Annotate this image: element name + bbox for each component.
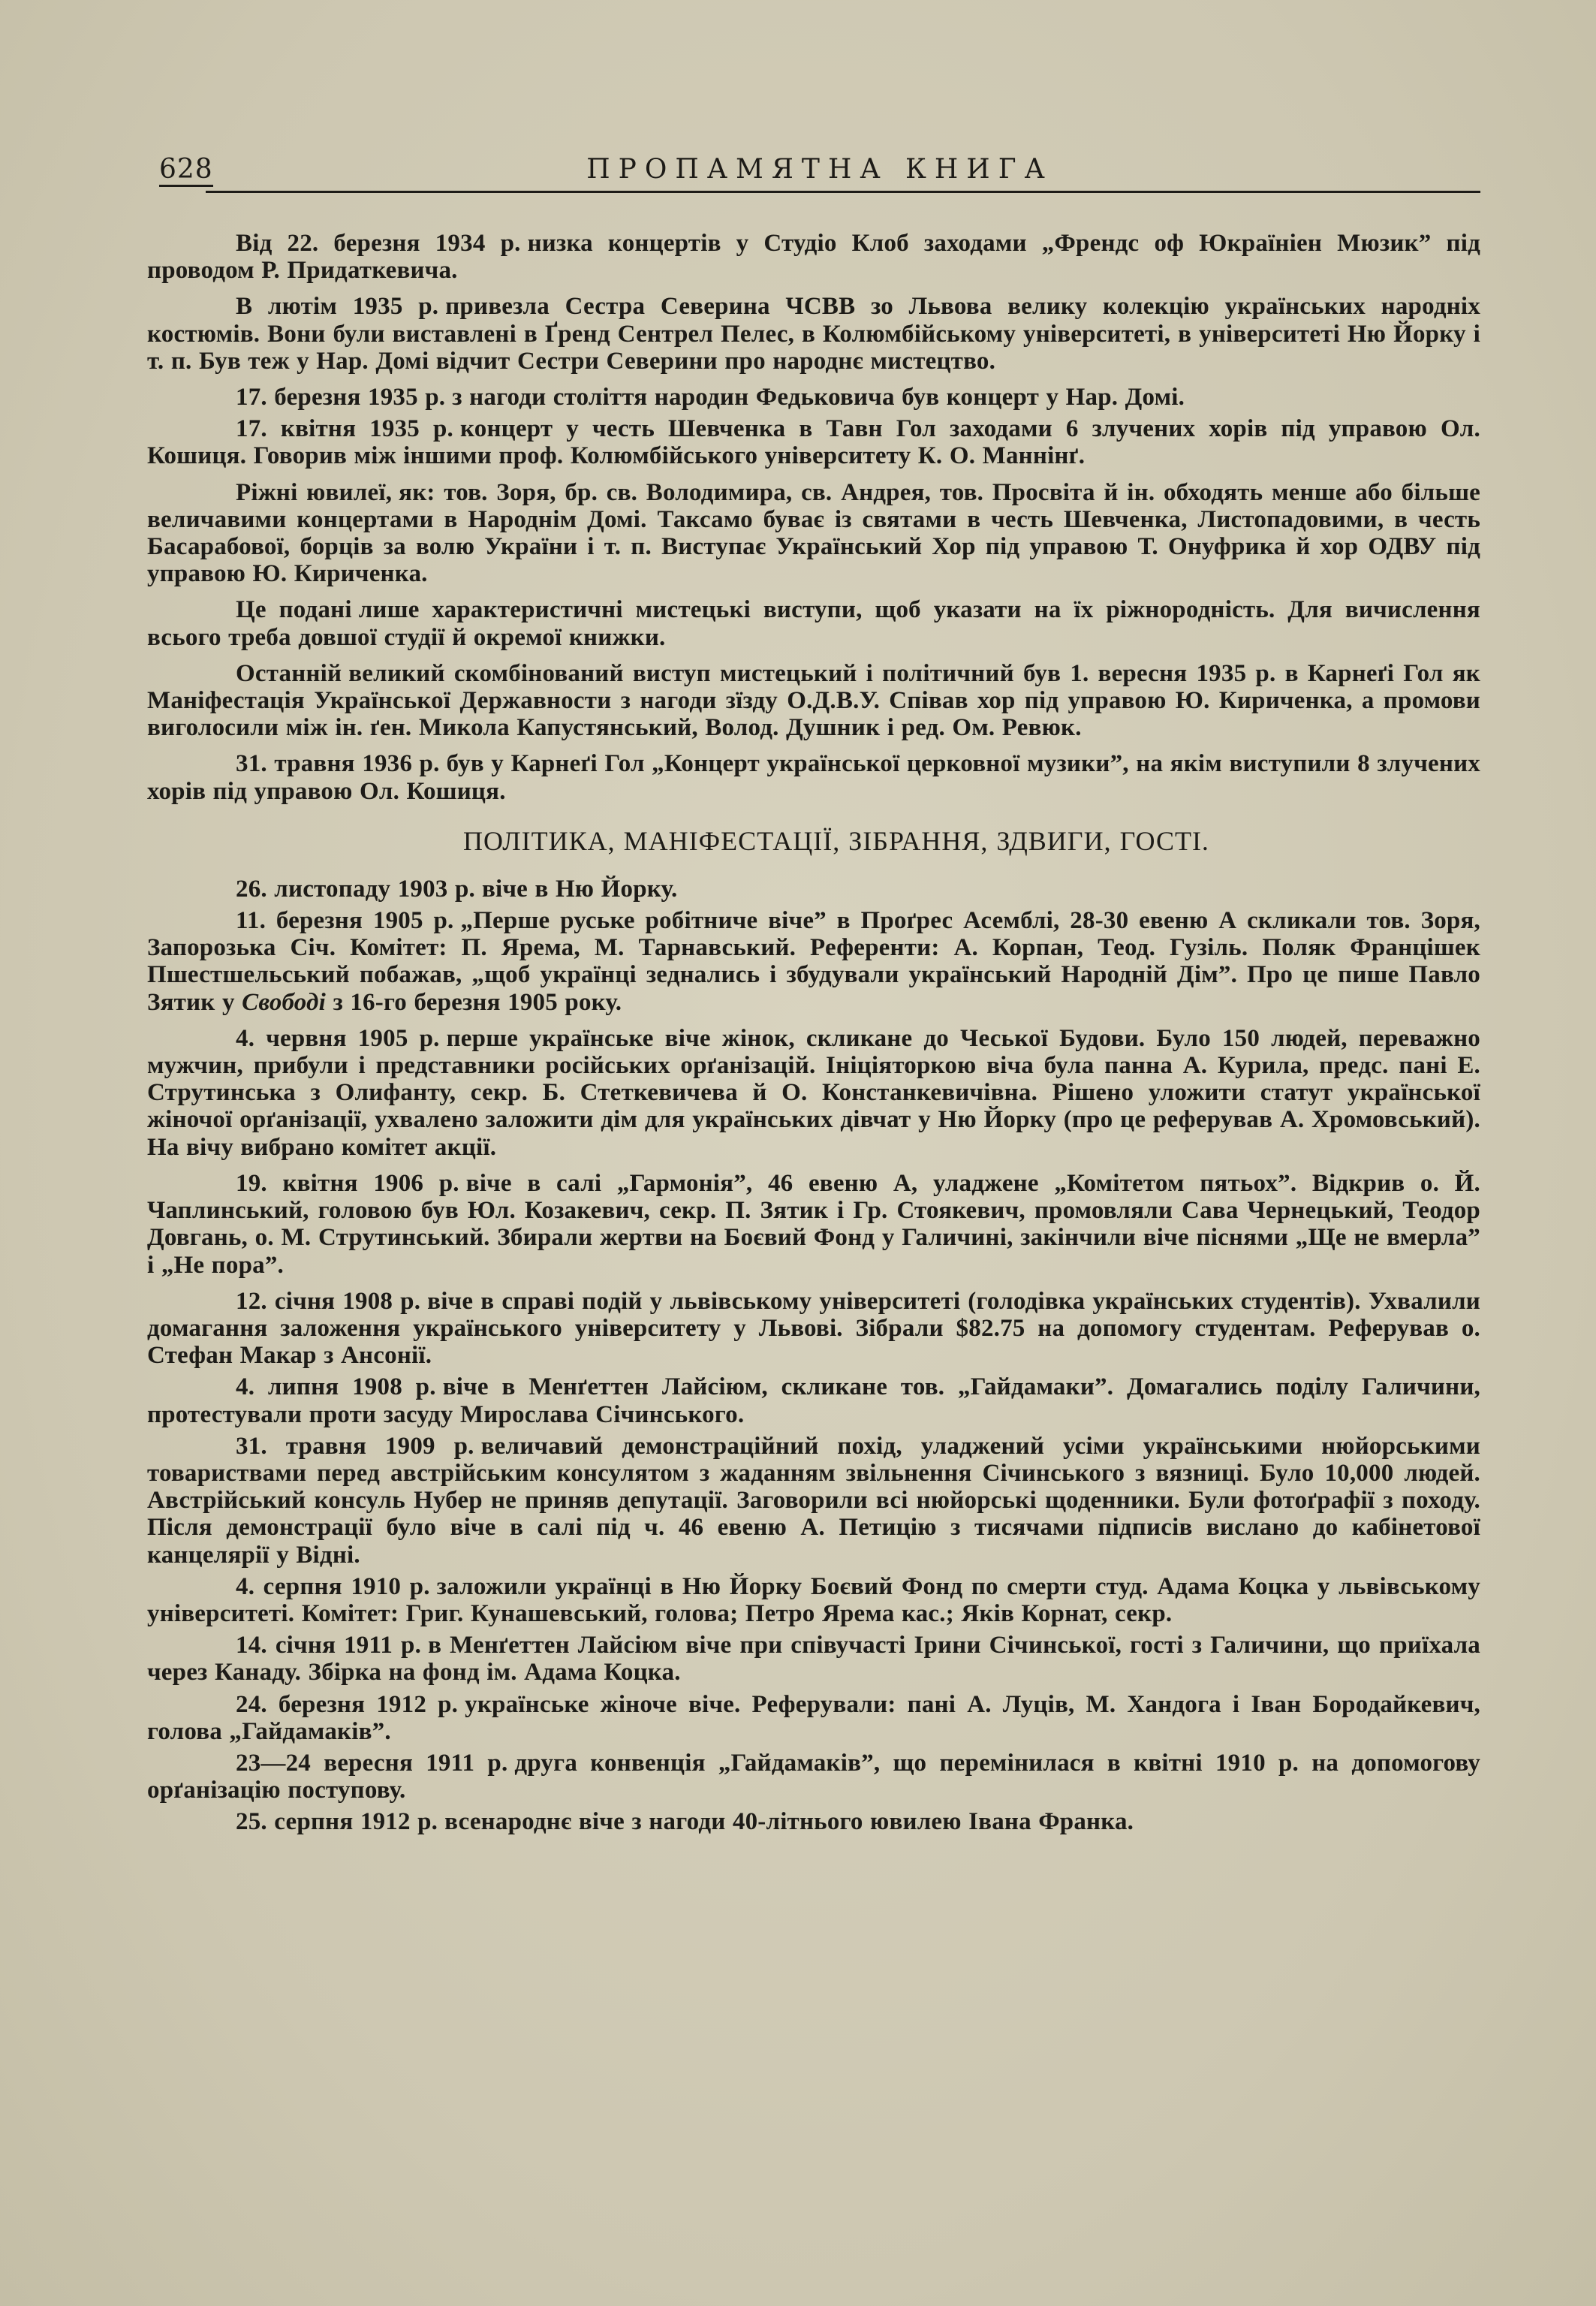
header-rule xyxy=(206,191,1480,193)
newspaper-title: Свободі xyxy=(242,988,326,1016)
paragraph-text: в Менґеттен Лайсіюм віче при співучасті Ірини Січинської, гості з Галичини, що приїхала через Канаду. Збірка на фонд ім. Адама Коцка. xyxy=(147,1632,1481,1687)
paragraph xyxy=(147,1750,1480,1804)
paragraph xyxy=(147,1632,1480,1686)
paragraph-date: 14. січня 1911 р. xyxy=(236,1632,422,1659)
paragraph-text: великий скомбінований виступ мистецький і політичний був 1. вересня 1935 р. в Карнеґі Гол як Маніфестація Української Державности з нагоди зїзду О.Д.В.У. Співав хор під управою Ю. Кириченка, а промови виголосили між ін. ґен. Микола Капустянський, Волод. Душник і ред. Ом. Ревюк. xyxy=(147,659,1480,742)
paragraph xyxy=(147,384,1480,411)
paragraph xyxy=(147,596,1480,650)
paragraph-text: „Перше руське робітниче віче” в Проґрес Асемблі, 28-30 евеню А скликали тов. Зоря, Запорозька Січ. Комітет: П. Ярема, М. Тарнавський. Референти: А. Корпан, Теод. Гузіль. Поляк Францішек Пшестшельський побажав, „щоб українці зеднались і збудували український Народній Дім”. Про це пише Павло Зятик у xyxy=(147,907,1480,1016)
paragraph-date: 23—24 вересня 1911 р. xyxy=(236,1749,508,1777)
paragraph-text: віче в Ню Йорку. xyxy=(481,875,678,903)
paragraph-date: 19. квітня 1906 р. xyxy=(236,1169,459,1197)
body-text xyxy=(147,230,1480,1840)
paragraph xyxy=(147,1691,1480,1745)
paragraph xyxy=(147,479,1480,588)
paragraph xyxy=(147,1373,1480,1427)
page-number: 628 xyxy=(159,155,213,187)
paragraph-date: 31. травня 1909 р. xyxy=(236,1432,474,1460)
paragraph xyxy=(147,1433,1480,1569)
paragraph-text: віче в справі подій у львівському університеті (голодівка українських студентів). Ухвалили домагання заложення українського університету у Львові. Зібрали $82.75 на допомогу студентам. Реферував о. Стефан Макар з Ансонії. xyxy=(147,1287,1480,1370)
paragraph-date: 17. березня 1935 р. xyxy=(236,384,446,411)
paragraph-date: 24. березня 1912 р. xyxy=(236,1690,459,1718)
paragraph xyxy=(147,660,1480,742)
paragraph-text: друга конвенція „Гайдамаків”, що перемінилася в квітні 1910 р. на допомогову орґанізацію поступову. xyxy=(147,1749,1480,1804)
paragraph-text: низка концертів у Студіо Клоб заходами „Френдс оф Юкраїніен Мюзик” під проводом Р. Придаткевича. xyxy=(147,230,1480,285)
paragraph-date: 25. серпня 1912 р. xyxy=(236,1808,438,1836)
paragraph xyxy=(147,1170,1480,1279)
running-head xyxy=(159,147,1480,195)
paragraph xyxy=(147,1808,1480,1835)
paragraph xyxy=(147,876,1480,903)
paragraph-text: величавий демонстраційний похід, уладжений усіми українськими нюйорськими товариствами перед австрійським консулятом з жаданням звільнення Січинського з вязниці. Було 10,000 людей. Австрійський консуль Нубер не приняв депутації. Заговорили всі нюйорські щоденники. Були фотоґрафії з походу. Після демонстрації було віче в салі під ч. 46 евеню А. Петицію з тисячами підписів вислано до кабінетової канцелярії у Відні. xyxy=(147,1432,1480,1569)
paragraph-text: концерт у честь Шевченка в Тавн Гол заходами 6 злучених хорів під управою Ол. Кошиця. Говорив між іншими проф. Колюмбійського університету К. О. Маннінґ. xyxy=(147,415,1480,470)
paragraph-date: 17. квітня 1935 р. xyxy=(236,415,453,443)
paragraph-text: був у Карнеґі Гол „Концерт української церковної музики”, на якім виступили 8 злучених хорів під управою Ол. Кошиця. xyxy=(147,750,1481,805)
paragraph xyxy=(147,230,1480,284)
paragraph-date: 4. серпня 1910 р. xyxy=(236,1572,430,1600)
section-heading-text: ПОЛІТИКА, МАНІФЕСТАЦІЇ, ЗІБРАННЯ, ЗДВИГИ, ГОСТІ. xyxy=(463,825,1209,856)
paragraph xyxy=(147,1573,1480,1627)
paragraph-text: з нагоди століття народин Федьковича був концерт у Нар. Домі. xyxy=(452,384,1185,411)
paragraph xyxy=(147,1288,1480,1370)
paragraph-date: 31. травня 1936 р. xyxy=(236,750,440,778)
paragraph xyxy=(147,1025,1480,1161)
paragraph-text: всенароднє віче з нагоди 40-літнього ювилею Івана Франка. xyxy=(444,1808,1134,1836)
paragraph-text: віче в салі „Гармонія”, 46 евеню А, уладжене „Комітетом пятьох”. Відкрив о. Й. Чаплинський, головою був Юл. Козакевич, секр. П. Зятик і Гр. Стоякевич, промовляли Сава Чернецький, Теодор Довгань, о. М. Струтинський. Збирали жертви на Боєвий Фонд у Галичині, закінчили віче піснями „Ще не вмерла” і „Не пора”. xyxy=(147,1169,1480,1279)
book-title: ПРОПАМЯТНА КНИГА xyxy=(586,154,1053,185)
paragraph-date: 4. червня 1905 р. xyxy=(236,1024,440,1052)
paragraph-text: як: тов. Зоря, бр. св. Володимира, св. Андрея, тов. Просвіта й ін. обходять менше або більше величавими концертами в Народнім Домі. Таксамо буває із святами в честь Шевченка, Листопадовими, в честь Басарабової, борців за волю України і т. п. Виступає Український Хор під управою Т. Онуфрика й хор ОДВУ під управою Ю. Кириченка. xyxy=(147,478,1480,588)
paragraph-date: 12. січня 1908 р. xyxy=(236,1287,421,1315)
paragraph-date: Від 22. березня 1934 р. xyxy=(236,230,521,257)
paragraph-date: Ріжні ювилеї, xyxy=(236,478,393,506)
paragraph-date: 26. листопаду 1903 р. xyxy=(236,875,475,903)
paragraph-date: Останній xyxy=(236,659,342,687)
paragraph xyxy=(147,750,1480,804)
paragraph-date: 11. березня 1905 р. xyxy=(236,907,454,935)
paragraph-text: українське жіноче віче. Реферували: пані А. Луців, М. Хандога і Іван Бородайкевич, голова „Гайдамаків”. xyxy=(147,1690,1480,1745)
paragraph-text: віче в Менґеттен Лайсіюм, скликане тов. „Гайдамаки”. Домагались поділу Галичини, протестували проти засуду Мирослава Січинського. xyxy=(147,1373,1480,1428)
paragraph-text: лише характеристичні мистецькі виступи, щоб указати на їх ріжнородність. Для вичислення всього треба довшої студії й окремої книжки. xyxy=(147,596,1480,651)
paragraph-text-tail: з 16-го березня 1905 року. xyxy=(333,988,622,1016)
paragraph-date: В лютім 1935 р. xyxy=(236,293,439,321)
paragraph xyxy=(147,415,1480,469)
section-heading xyxy=(147,826,1480,856)
paragraph-text: привезла Сестра Северина ЧСВВ зо Львова велику колекцію українських народніх костюмів. Вони були виставлені в Ґренд Сентрел Пелес, в Колюмбійському університеті, в університеті Ню Йорку і т. п. Був теж у Нар. Домі відчит Сестри Северини про народнє мистецтво. xyxy=(147,293,1480,375)
paragraph-date: 4. липня 1908 р. xyxy=(236,1373,436,1401)
paragraph-text: перше українське віче жінок, скликане до Чеської Будови. Було 150 людей, переважно мужчин, прибули і представники російських орґанізацій. Ініціяторкою віча була панна А. Курила, предс. пані Е. Струтинська з Олифанту, секр. Б. Стеткевичева й О. Констанкевичівна. Рішено уложити статут української жіночої орґанізації, ухвалено заложити дім для українських дівчат у Ню Йорку (про це реферував А. Хромовський). На вічу вибрано комітет акції. xyxy=(147,1024,1480,1161)
paragraph-date: Це подані xyxy=(236,596,352,624)
paragraph xyxy=(147,907,1480,1016)
paragraph-text: заложили українці в Ню Йорку Боєвий Фонд по смерти студ. Адама Коцка у львівському університеті. Комітет: Григ. Кунашевський, голова; Петро Ярема кас.; Яків Корнат, секр. xyxy=(147,1572,1481,1627)
paragraph xyxy=(147,293,1480,375)
